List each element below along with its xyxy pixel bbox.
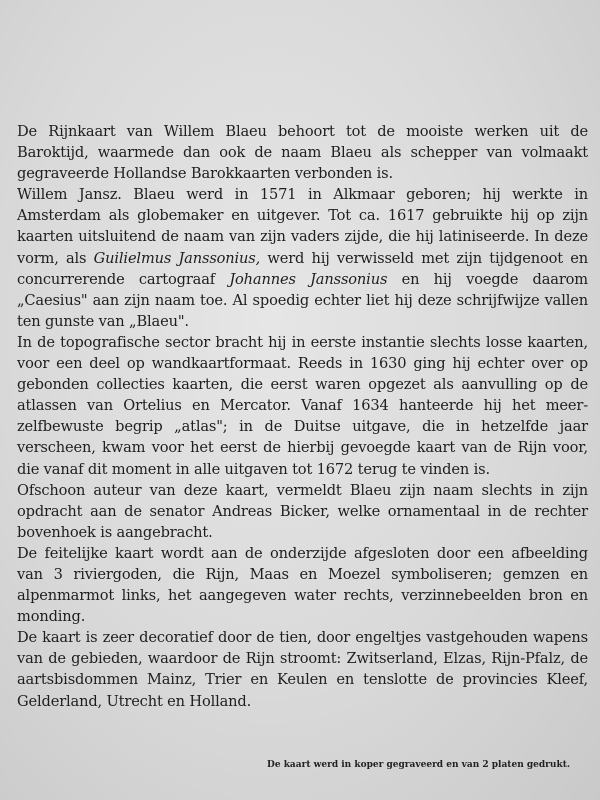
paragraph-text: werd hij verwisseld met zijn tijdgenoot en concurrerende cartograaf bbox=[17, 249, 588, 288]
paragraph-intro bbox=[17, 121, 588, 184]
paragraph-decoration bbox=[17, 627, 588, 711]
paragraph-text: De Rijnkaart van Willem Blaeu behoort tot de mooiste werken uit de Baroktijd, waarmede dan ook de naam Blaeu als schepper van volmaakt gegraveerde Hollandse Barokkaarten verbonden is. bbox=[17, 123, 588, 183]
paragraph-text: Willem Jansz. Blaeu werd in 1571 in Alkmaar geboren; hij werkte in Amsterdam als globemaker en uitgever. Tot ca. 1617 gebruikte hij op zijn kaarten uitsluitend de naam van zijn vaders zijde, die hij latiniseerde. In deze vorm, als bbox=[17, 186, 588, 267]
paragraph-text: In de topografische sector bracht hij in eerste instantie slechts losse kaarten, voor een deel op wandkaartformaat. Reeds in 1630 ging hij echter over op gebonden collecties kaarten, die eerst waren opgezet als aanvulling op de atlassen van Ortelius en Mercator. Vanaf 1634 hanteerde hij het meer-zelfbewuste begrip „atlas"; in de Duitse uitgave, die in hetzelfde jaar verscheen, kwam voor het eerst de hierbij gevoegde kaart van de Rijn voor, die vanaf dit moment in alle uitgaven tot 1672 terug te vinden is. bbox=[17, 333, 588, 478]
paragraph-text: De feitelijke kaart wordt aan de onderzijde afgesloten door een afbeelding van 3 riviergoden, die Rijn, Maas en Moezel symboliseren; gemzen en alpenmarmot links, het aangegeven water rechts, verzinnebeelden bron en monding. bbox=[17, 544, 588, 626]
body-text bbox=[17, 121, 588, 712]
caption: De kaart werd in koper gegraveerd en van 2 platen gedrukt. bbox=[267, 760, 570, 770]
paragraph-author bbox=[17, 480, 588, 543]
italic-name: Guilielmus Janssonius, bbox=[93, 249, 261, 267]
paragraph-text: en hij voegde daarom „Caesius" aan zijn naam toe. Al spoedig echter liet hij deze schrijfwijze vallen ten gunste van „Blaeu". bbox=[17, 270, 588, 330]
paragraph-biography bbox=[17, 184, 588, 332]
paragraph-river-gods bbox=[17, 543, 588, 627]
paragraph-text: Ofschoon auteur van deze kaart, vermeldt Blaeu zijn naam slechts in zijn opdracht aan de senator Andreas Bicker, welke ornamentaal in de rechter bovenhoek is aangebracht. bbox=[17, 481, 588, 541]
italic-name: Johannes Janssonius bbox=[229, 270, 388, 288]
paragraph-topography bbox=[17, 332, 588, 480]
paragraph-text: De kaart is zeer decoratief door de tien, door engeltjes vastgehouden wapens van de gebieden, waardoor de Rijn stroomt: Zwitserland, Elzas, Rijn-Pfalz, de aartsbisdommen Mainz, Trier en Keulen en tenslotte de provincies Kleef, Gelderland, Utrecht en Holland. bbox=[17, 629, 588, 710]
